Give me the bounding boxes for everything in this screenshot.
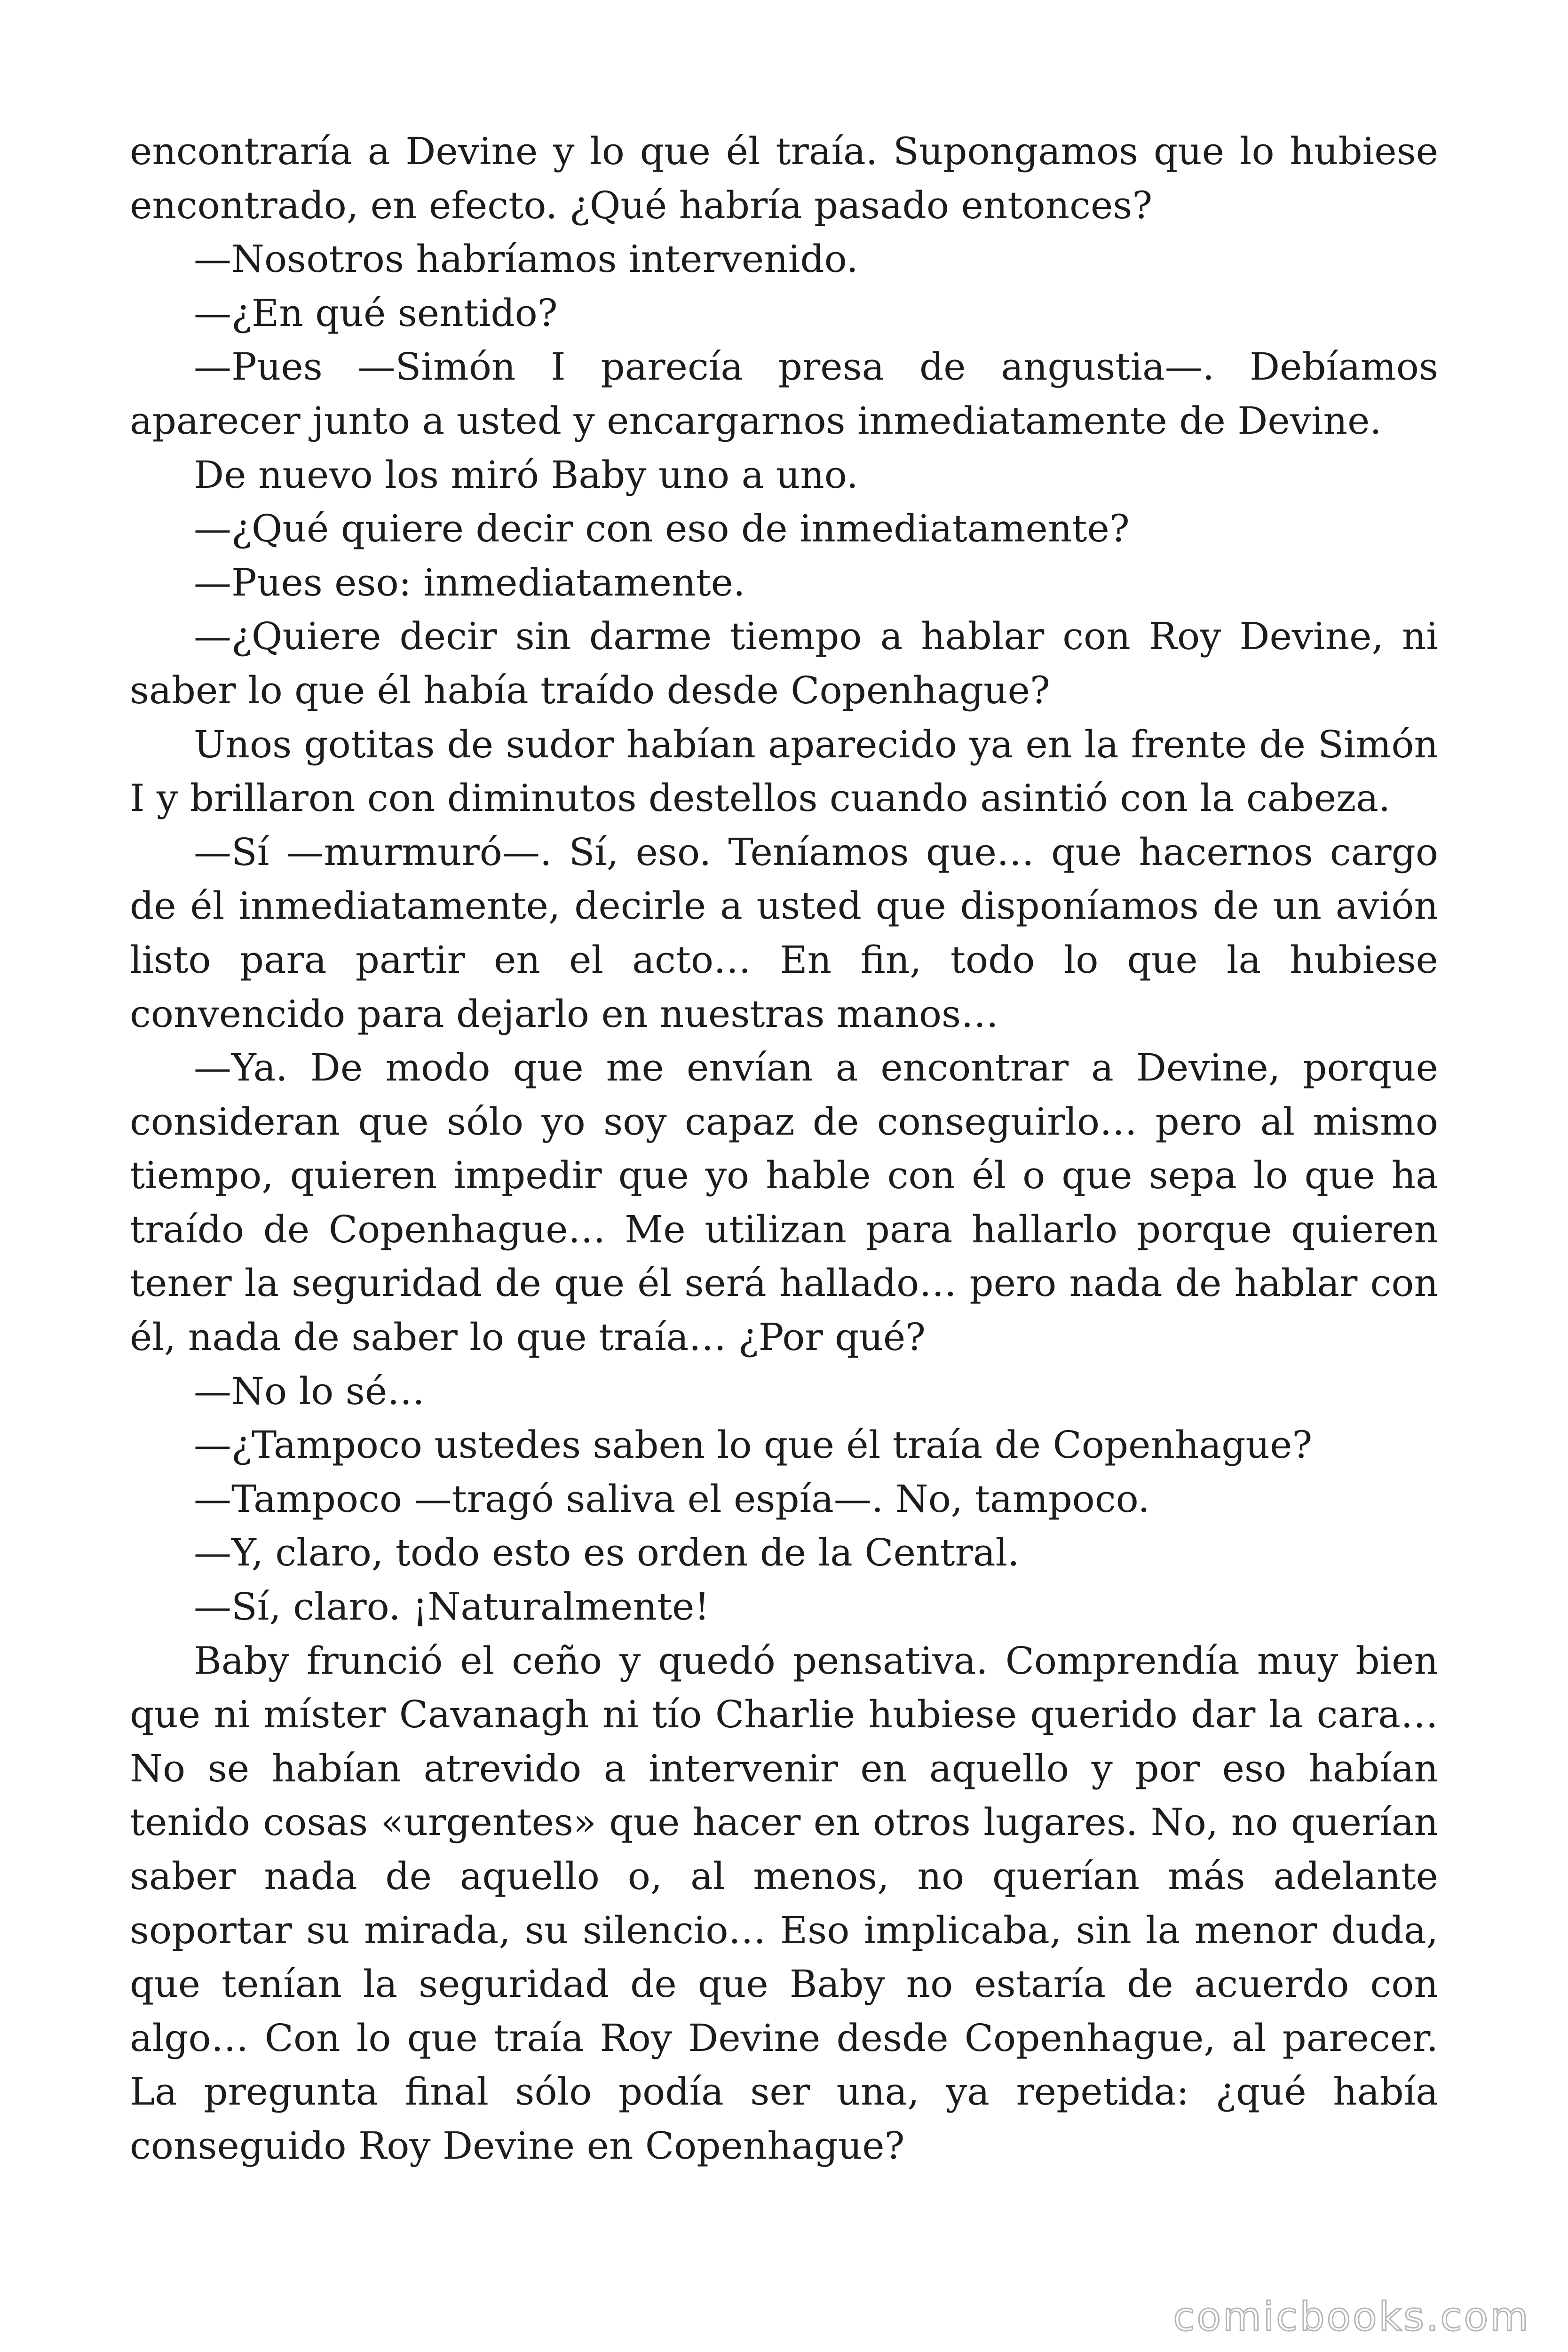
paragraph: Baby frunció el ceño y quedó pensativa. Comprendía muy bien que ni míster Cavanagh ni tío Charlie hubiese querido dar la cara… No se habían atrevido a intervenir en aquello y por eso habían tenido cosas «urgentes» que hacer en otros lugares. No, no querían saber nada de aquello o, al menos, no querían más adelante soportar su mirada, su silencio… Eso implicaba, sin la menor duda, que tenían la seguridad de que Baby no estaría de acuerdo con algo… Con lo que traía Roy Devine desde Copenhague, al parecer. La pregunta final sólo podía ser una, ya repetida: ¿qué había conseguido Roy Devine en Copenhague? [130,1638,1438,2168]
paragraph: De nuevo los miró Baby uno a uno. [194,453,858,497]
dialogue-line: —Sí —murmuró—. Sí, eso. Teníamos que… que hacernos cargo de él inmediatamente, decirle a usted que disponíamos de un avión listo para partir en el acto… En fin, todo lo que la hubiese convencido para dejarlo en nuestras manos… [130,830,1438,1036]
dialogue-line: —¿En qué sentido? [194,291,558,335]
paragraph: Unos gotitas de sudor habían aparecido ya en la frente de Simón I y brillaron con diminutos destellos cuando asintió con la cabeza. [130,722,1438,820]
watermark-logo: comicbooks.com [1173,2294,1530,2340]
dialogue-line: —Y, claro, todo esto es orden de la Central. [194,1531,1020,1575]
dialogue-line: —Ya. De modo que me envían a encontrar a Devine, porque consideran que sólo yo soy capaz de conseguirlo… pero al mismo tiempo, quieren impedir que yo hable con él o que sepa lo que ha traído de Copenhague… Me utilizan para hallarlo porque quieren tener la seguridad de que él será hallado… pero nada de hablar con él, nada de saber lo que traía… ¿Por qué? [130,1046,1438,1359]
dialogue-line: —No lo sé… [194,1369,425,1413]
dialogue-line: —Nosotros habríamos intervenido. [194,237,858,281]
dialogue-line: —¿Tampoco ustedes saben lo que él traía de Copenhague? [194,1423,1313,1467]
dialogue-line: —Pues —Simón I parecía presa de angustia—. Debíamos aparecer junto a usted y encargarnos inmediatamente de Devine. [130,345,1438,443]
page-body [130,125,1438,2173]
dialogue-line: —Tampoco —tragó saliva el espía—. No, tampoco. [194,1477,1150,1521]
dialogue-line: —¿Qué quiere decir con eso de inmediatamente? [194,507,1130,551]
dialogue-line: —Pues eso: inmediatamente. [194,560,745,604]
dialogue-line: —¿Quiere decir sin darme tiempo a hablar con Roy Devine, ni saber lo que él había traído desde Copenhague? [130,614,1438,712]
dialogue-line: —Sí, claro. ¡Naturalmente! [194,1585,710,1629]
paragraph: encontraría a Devine y lo que él traía. Supongamos que lo hubiese encontrado, en efecto. ¿Qué habría pasado entonces? [130,129,1438,227]
